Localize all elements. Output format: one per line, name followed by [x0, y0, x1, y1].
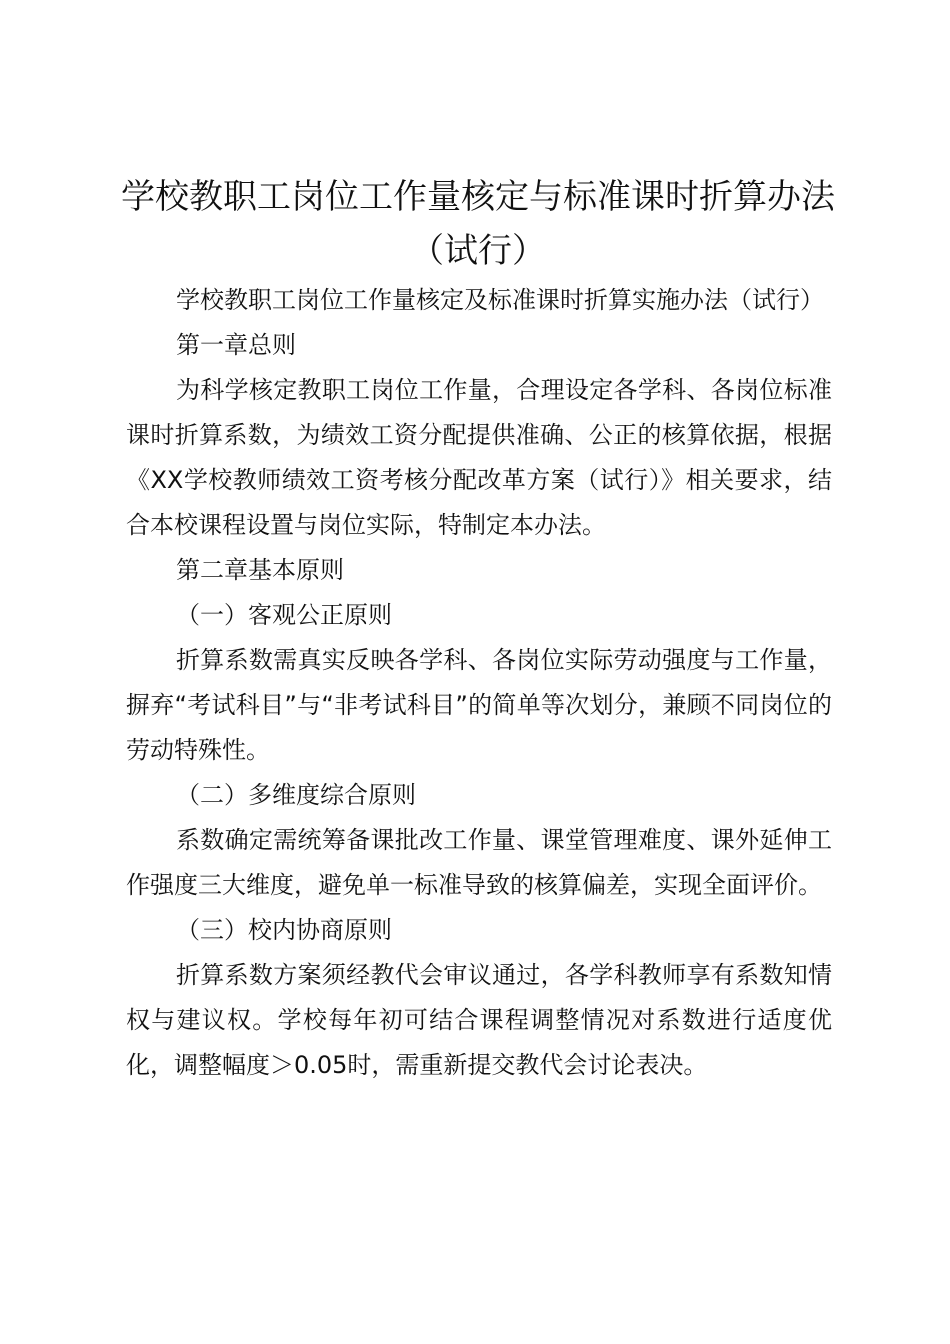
body-paragraph: 折算系数需真实反映各学科、各岗位实际劳动强度与工作量，摒弃“考试科目”与“非考试科目”的简单等次划分，兼顾不同岗位的劳动特殊性。 — [126, 646, 832, 764]
chapter-heading: 第二章基本原则 — [176, 556, 344, 584]
section-heading: （一）客观公正原则 — [176, 601, 392, 629]
document-title: 学校教职工岗位工作量核定与标准课时折算办法（试行） — [121, 177, 835, 271]
document-body — [126, 278, 832, 1088]
section-heading: （三）校内协商原则 — [176, 916, 392, 944]
chapter-heading: 第一章总则 — [176, 331, 296, 359]
body-paragraph: 为科学核定教职工岗位工作量，合理设定各学科、各岗位标准课时折算系数，为绩效工资分配提供准确、公正的核算依据，根据《XX学校教师绩效工资考核分配改革方案（试行）》相关要求，结合本校课程设置与岗位实际，特制定本办法。 — [126, 376, 832, 539]
body-paragraph: 系数确定需统筹备课批改工作量、课堂管理难度、课外延伸工作强度三大维度，避免单一标准导致的核算偏差，实现全面评价。 — [126, 826, 832, 899]
body-paragraph: 折算系数方案须经教代会审议通过，各学科教师享有系数知情权与建议权。学校每年初可结合课程调整情况对系数进行适度优化，调整幅度＞0.05时，需重新提交教代会讨论表决。 — [126, 961, 832, 1079]
section-heading: （二）多维度综合原则 — [176, 781, 416, 809]
subtitle-paragraph: 学校教职工岗位工作量核定及标准课时折算实施办法（试行） — [176, 286, 824, 314]
